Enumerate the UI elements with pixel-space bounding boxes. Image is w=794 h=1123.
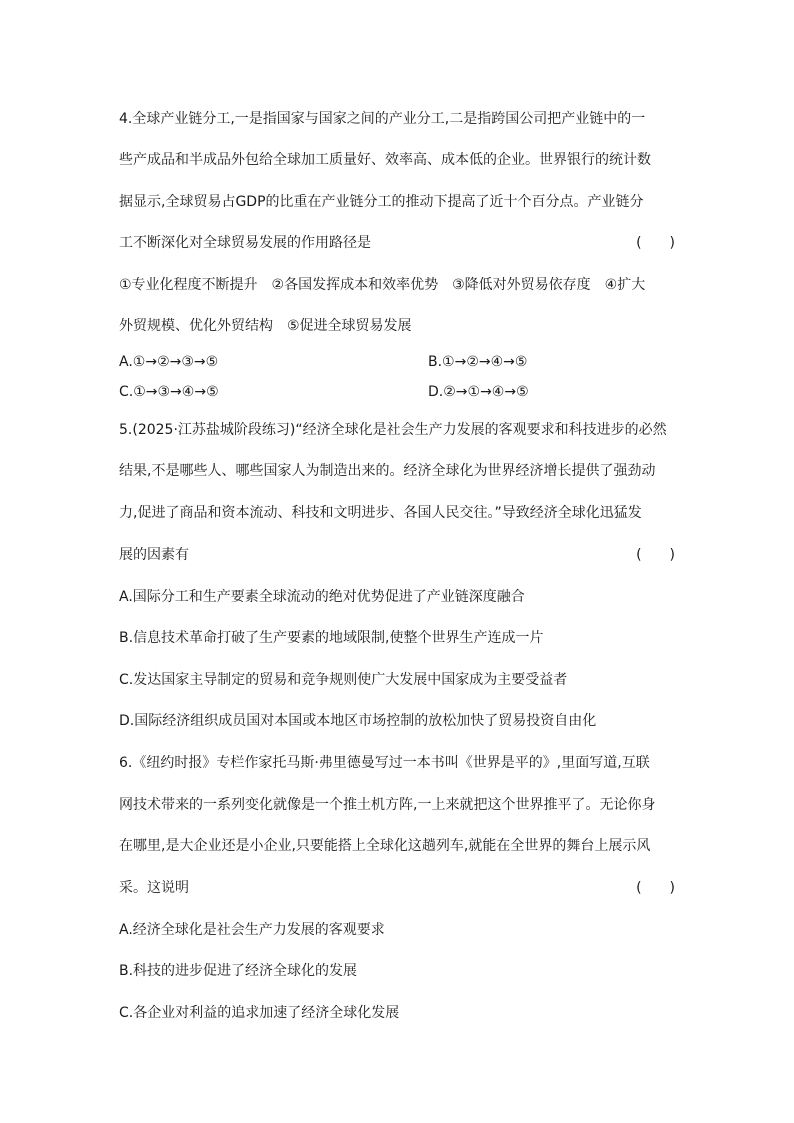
q5-stem-line-4 (119, 545, 675, 565)
q6-option-b: B.科技的进步促进了经济全球化的发展 (119, 963, 358, 979)
q5-option-b: B.信息技术革命打破了生产要素的地域限制,使整个世界生产连成一片 (119, 630, 544, 646)
q4-stem-line-1: 4.全球产业链分工,一是指国家与国家之间的产业分工,二是指跨国公司把产业链中的一 (119, 111, 646, 127)
q6-answer-paren: ( ) (636, 880, 675, 896)
q4-statements-line-1: ①专业化程度不断提升 ②各国发挥成本和效率优势 ③降低对外贸易依存度 ④扩大 (119, 277, 646, 293)
q6-stem-line-4 (119, 878, 675, 898)
q4-option-c: C.①→③→④→⑤ (119, 384, 219, 400)
q4-stem-line-3: 据显示,全球贸易占GDP的比重在产业链分工的推动下提高了近十个百分点。产业链分 (119, 194, 644, 210)
q6-stem-text: 采。这说明 (119, 880, 189, 896)
q6-stem-line-2: 网技术带来的一系列变化就像是一个推土机方阵,一上来就把这个世界推平了。无论你身 (119, 797, 656, 813)
q5-stem-text: 展的因素有 (119, 547, 189, 563)
q6-option-a: A.经济全球化是社会生产力发展的客观要求 (119, 922, 385, 938)
q4-statements-line-2: 外贸规模、优化外贸结构 ⑤促进全球贸易发展 (119, 318, 412, 334)
q5-answer-paren: ( ) (636, 547, 675, 563)
q4-option-b: B.①→②→④→⑤ (428, 354, 528, 370)
q4-answer-paren: ( ) (636, 235, 675, 251)
q6-option-c: C.各企业对利益的追求加速了经济全球化发展 (119, 1005, 400, 1021)
q5-stem-line-1: 5.(2025·江苏盐城阶段练习)“经济全球化是社会生产力发展的客观要求和科技进步的必然 (119, 422, 667, 438)
q6-stem-line-3: 在哪里,是大企业还是小企业,只要能搭上全球化这趟列车,就能在全世界的舞台上展示风 (119, 838, 651, 854)
q5-option-c: C.发达国家主导制定的贸易和竞争规则使广大发展中国家成为主要受益者 (119, 672, 568, 688)
q5-option-a: A.国际分工和生产要素全球流动的绝对优势促进了产业链深度融合 (119, 589, 525, 605)
q4-stem-line-4 (119, 233, 675, 253)
q4-option-a: A.①→②→③→⑤ (119, 354, 219, 370)
q4-stem-line-2: 些产成品和半成品外包给全球加工质量好、效率高、成本低的企业。世界银行的统计数 (119, 152, 651, 168)
q6-stem-line-1: 6.《纽约时报》专栏作家托马斯·弗里德曼写过一本书叫《世界是平的》,里面写道,互联 (119, 755, 650, 771)
q4-option-d: D.②→①→④→⑤ (428, 384, 529, 400)
q4-stem-text: 工不断深化对全球贸易发展的作用路径是 (119, 235, 371, 251)
q5-stem-line-2: 结果,不是哪些人、哪些国家人为制造出来的。经济全球化为世界经济增长提供了强劲动 (119, 463, 656, 479)
q5-option-d: D.国际经济组织成员国对本国或本地区市场控制的放松加快了贸易投资自由化 (119, 713, 597, 729)
q5-stem-line-3: 力,促进了商品和资本流动、科技和文明进步、各国人民交往。”导致经济全球化迅猛发 (119, 505, 642, 521)
